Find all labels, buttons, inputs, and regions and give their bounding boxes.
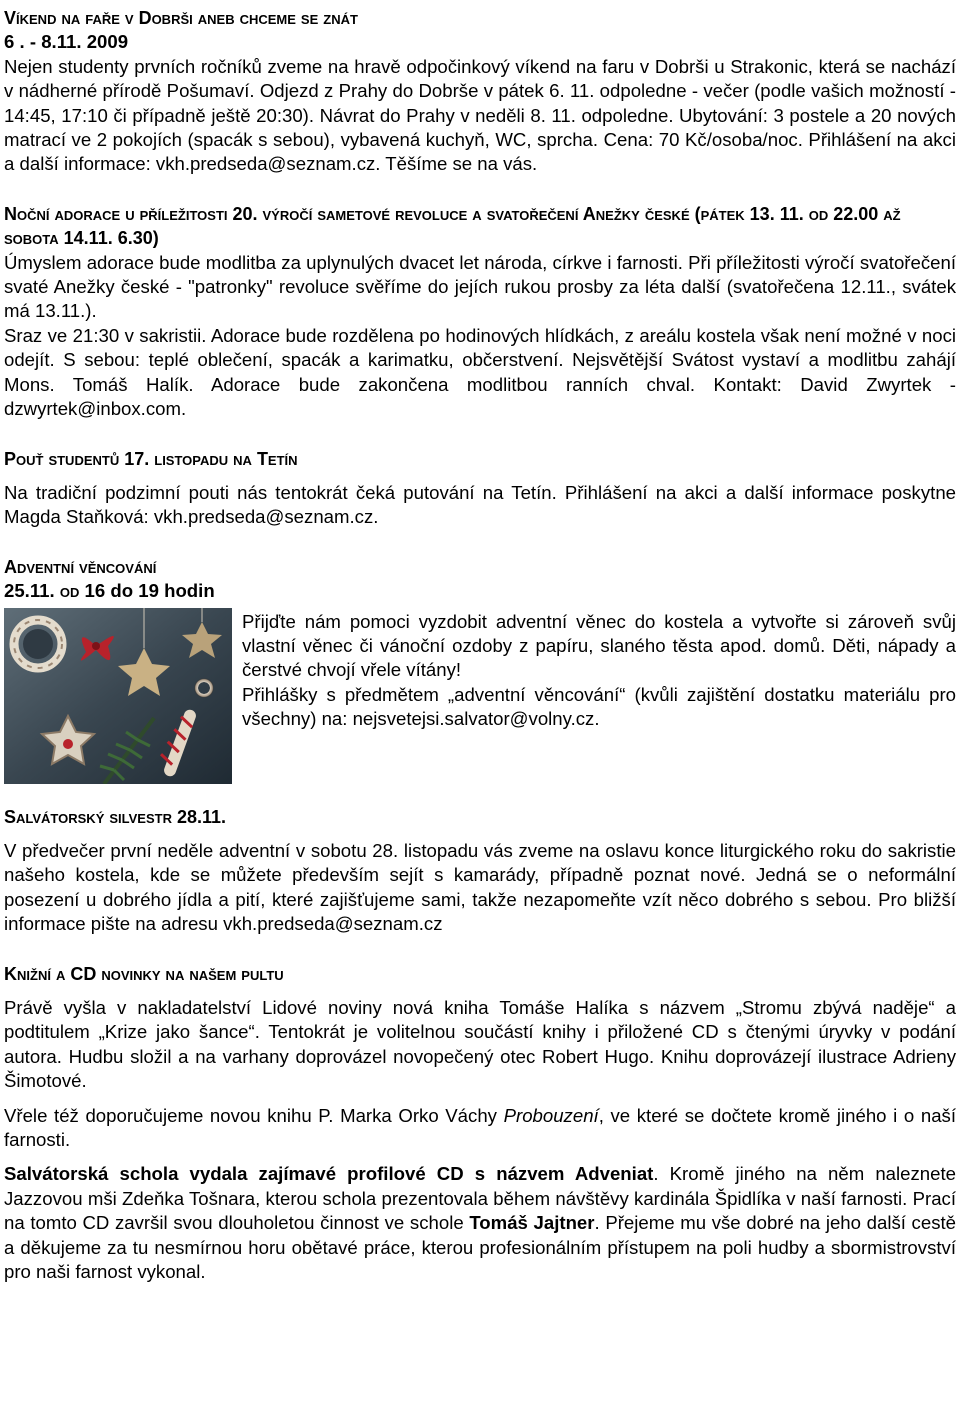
advent-paragraph-1: Přijďte nám pomoci vyzdobit adventní věnec do kostela a vytvořte si zároveň svůj vlastní věnec či vánoční ozdoby z papíru, slaného těsta apod. domů. Děti, nápady a čerstvé chvojí vřele vítány! — [242, 610, 956, 681]
books-p3-a: . Kromě jiného na něm naleznete Jazzovou mši Zdeňka Tošnara, kterou schola prezentovala během návštěvy kardinála Špidlíka v naší farnosti. Prací na tomto CD završil svou dlouholetou činnost ve schole — [4, 1163, 956, 1234]
advent-block — [4, 608, 956, 784]
books-paragraph-2 — [4, 1104, 956, 1153]
adoration-paragraph-2: Sraz ve 21:30 v sakristii. Adorace bude rozdělena po hodinových hlídkách, z areálu kostela však není možné v noci odejít. S sebou: teplé oblečení, spacák a karimatku, občerstvení. Nejsvětější Svátost vystaví a modlitbu zahájí Mons. Tomáš Halík. Adorace bude zakončena modlitbou ranních chval. Kontakt: David Zwyrtek - dzwyrtek@inbox.com. — [4, 324, 956, 420]
books-p3-bold1: Salvátorská schola vydala zajímavé profilové CD s názvem Adveniat — [4, 1163, 654, 1185]
advent-when-date: 25.11. — [4, 580, 60, 602]
silvestr-text: V předvečer první neděle adventní v sobotu 28. listopadu vás zveme na oslavu konce liturgického roku do sakristie našeho kostela, kde se můžete především sejít s kamarády, případně poznat nové. Jedná se o neformální posezení u dobrého jídla a pití, které zajišťujeme sami, takže nezapomeňte vzít něco dobrého s sebou. Pro bližší informace pište na adresu vkh.predseda@seznam.cz — [4, 839, 956, 935]
books-p3-bold2: Tomáš Jajtner — [469, 1212, 595, 1234]
books-p2-title: Probouzení — [503, 1104, 599, 1126]
books-p2-a: Vřele též doporučujeme novou knihu P. Marka Orko Váchy — [4, 1104, 504, 1126]
books-title: Knižní a CD novinky na našem pultu — [4, 963, 284, 984]
books-paragraph-3 — [4, 1162, 956, 1284]
adoration-paragraph-1: Úmyslem adorace bude modlitba za uplynulých dvacet let národa, církve i farnosti. Při příležitosti výročí svatořečení svaté Anežky české - "patronky" revoluce svěříme do jejích rukou prosby za léta další (svatořečena 12.11., svátek má 13.11.). — [4, 251, 956, 322]
pilgrimage-text: Na tradiční podzimní pouti nás tentokrát čeká putování na Tetín. Přihlášení na akci a další informace poskytne Magda Staňková: vkh.predseda@seznam.cz. — [4, 481, 956, 528]
weekend-text — [4, 55, 956, 177]
weekend-title: Víkend na faře v Dobrši aneb chceme se znát — [4, 8, 358, 28]
silvestr-title: Salvátorský silvestr 28.11. — [4, 806, 227, 827]
advent-when-rest: 16 do 19 hodin — [79, 580, 215, 602]
advent-text — [242, 608, 956, 732]
advent-decorations-photo — [4, 608, 232, 784]
advent-paragraph-2: Přihlášky s předmětem „adventní věncování“ (kvůli zajištění dostatku materiálu pro všechny) na: nejsvetejsi.salvator@volny.cz. — [242, 683, 956, 730]
pilgrimage-title: Pouť studentů 17. listopadu na Tetín — [4, 448, 298, 469]
advent-when-od: od — [59, 581, 80, 602]
weekend-dates: 6 . - 8.11. 2009 — [4, 31, 129, 53]
small-ring — [194, 678, 214, 698]
weekend-text-a: Nejen studenty prvních ročníků zveme na hravě odpočinkový víkend na faru v Dobrši u Strakonic, která se nachází v nádherné přírodě Pošumaví. — [4, 55, 956, 102]
books-p3-b: . Přejeme mu vše dobré na jeho další cestě a děkujeme za tu nesmírnou horu obětavé práce, kterou profesionálním přístupem na poli hudby a sbormistrovství pro naši farnost vykonal. — [4, 1212, 957, 1283]
adoration-title: Noční adorace u příležitosti 20. výročí sametové revoluce a svatořečení Anežky české (pátek 13. 11. od 22.00 až sobota 14.11. 6.30) — [4, 203, 901, 249]
books-p2-b: , ve které se dočtete kromě jiného i o naší farnosti. — [4, 1104, 957, 1150]
advent-title: Adventní věncování — [4, 556, 157, 577]
books-paragraph-1: Právě vyšla v nakladatelství Lidové noviny nová kniha Tomáše Halíka s názvem „Stromu zbývá naděje“ a podtitulem „Krize jako šance“. Tentokrát je volitelnou součástí knihy i přiložené CD s čtenými úryvky v podání autora. Hudbu složil a na varhany doprovázel novopečený otec Robert Hugo. Knihu doprovázejí ilustrace Adrieny Šimotové. — [4, 996, 956, 1092]
advent-when — [4, 579, 956, 603]
weekend-text-b: Odjezd z Prahy do Dobrše v pátek 6. 11. odpoledne - večer (podle vašich možností - 14:45, 17:10 či případně ještě 20:30). Návrat do Prahy v neděli 8. 11. odpoledne. Ubytování: 3 postele a 20 nových matrací ve 2 pokojích (spacák s sebou), vybavená kuchyň, WC, sprcha. Cena: 70 Kč/osoba/noc. Přihlášení na akci a další informace: vkh.predseda@seznam.cz. Těšíme se na vás. — [4, 80, 957, 175]
